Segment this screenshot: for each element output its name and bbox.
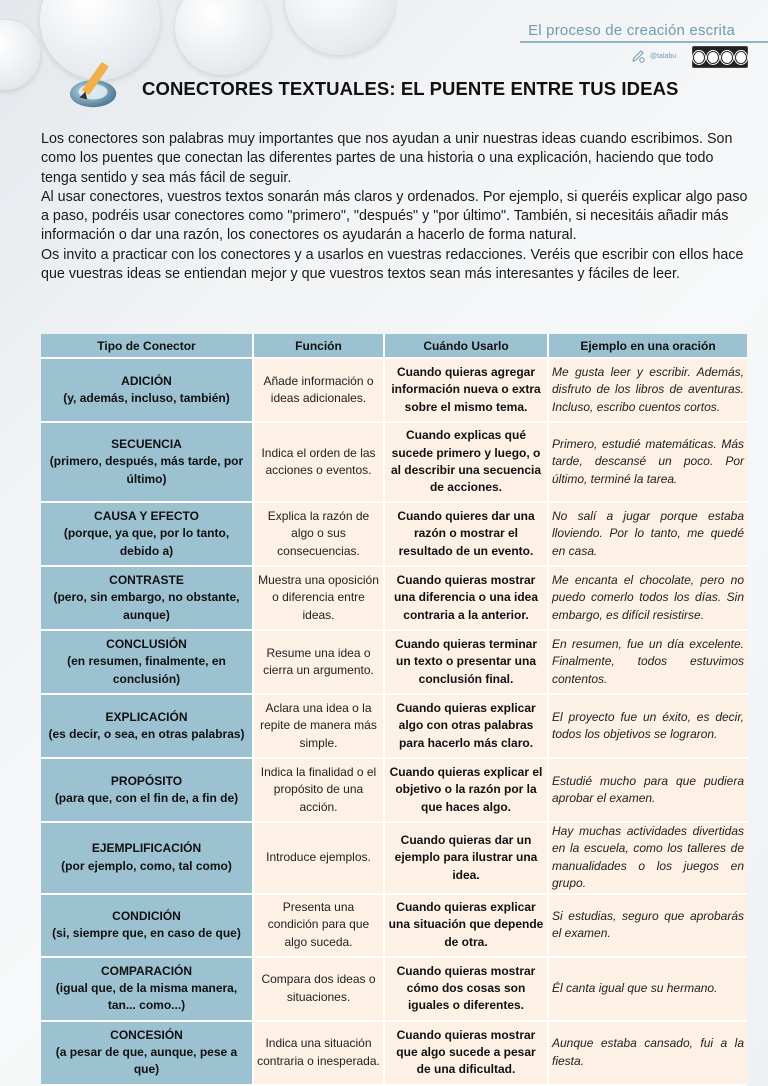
column-header-type: Tipo de Conector: [41, 334, 254, 359]
by-icon: [707, 51, 719, 64]
table-row: [41, 631, 747, 695]
connector-type: EJEMPLIFICACIÓN: [91, 841, 202, 856]
author-credit: [630, 48, 676, 64]
connector-words: (y, además, incluso, también): [63, 391, 230, 405]
example-cell: Me gusta leer y escribir. Además, disfruto de los libros de aventuras. Incluso, escribo cuentos cortos.: [549, 359, 747, 423]
connector-type-cell: [41, 958, 254, 1022]
table-row: [41, 759, 747, 823]
when-cell: Cuando quieras dar un ejemplo para ilustrar una idea.: [385, 823, 549, 895]
table-row: [41, 567, 747, 631]
example-cell: El proyecto fue un éxito, es decir, todos los objetivos se lograron.: [549, 695, 747, 759]
connector-type: CONDICIÓN: [112, 908, 181, 923]
table-row: [41, 895, 747, 958]
function-cell: Indica una situación contraria o inesperada.: [254, 1022, 385, 1086]
connector-type: CAUSA Y EFECTO: [94, 508, 199, 523]
connector-words: (es decir, o sea, en otras palabras): [48, 727, 245, 741]
connector-words: (igual que, de la misma manera, tan... como...): [55, 980, 238, 1013]
function-cell: Explica la razón de algo o sus consecuencias.: [254, 503, 385, 567]
when-cell: Cuando quieras mostrar que algo sucede a pesar de una dificultad.: [385, 1022, 549, 1086]
when-cell: Cuando quieras explicar el objetivo o la razón por la que haces algo.: [385, 759, 549, 823]
header-divider: [520, 41, 768, 43]
connector-words: (primero, después, más tarde, por último): [49, 454, 244, 486]
connector-words: (por ejemplo, como, tal como): [61, 858, 232, 873]
connector-type-cell: [41, 503, 254, 567]
page-title: CONECTORES TEXTUALES: EL PUENTE ENTRE TUS IDEAS: [142, 78, 679, 99]
table-row: [41, 958, 747, 1022]
connector-words: (si, siempre que, en caso de que): [52, 926, 241, 941]
pencil-icon: [630, 48, 646, 64]
table-row: [41, 823, 747, 895]
example-cell: No salí a jugar porque estaba lloviendo. Por lo tanto, me quedé en casa.: [549, 503, 747, 567]
when-cell: Cuando quieras mostrar cómo dos cosas son iguales o diferentes.: [385, 958, 549, 1022]
table-row: [41, 423, 747, 503]
intro-paragraph: Los conectores son palabras muy importantes que nos ayudan a unir nuestras ideas cuando escribimos. Son como los puentes que conectan las diferentes partes de una historia o una explicación, haciendo que todo tenga sentido y sea más fácil de seguir.: [41, 131, 733, 186]
connector-type-cell: [41, 759, 254, 823]
column-header-when: Cuándo Usarlo: [385, 334, 549, 359]
table-row: [41, 695, 747, 759]
column-header-example: Ejemplo en una oración: [549, 334, 747, 359]
when-cell: Cuando quieras terminar un texto o presentar una conclusión final.: [385, 631, 549, 695]
connector-type: EXPLICACIÓN: [105, 709, 188, 724]
function-cell: Indica el orden de las acciones o eventos.: [254, 423, 385, 503]
function-cell: Compara dos ideas o situaciones.: [254, 958, 385, 1022]
connector-type: CONTRASTE: [109, 572, 184, 587]
connector-type: COMPARACIÓN: [100, 963, 193, 978]
table-row: [41, 503, 747, 567]
connector-type: ADICIÓN: [121, 373, 172, 388]
when-cell: Cuando quieras explicar algo con otras palabras para hacerlo más claro.: [385, 695, 549, 759]
function-cell: Muestra una oposición o diferencia entre ideas.: [254, 567, 385, 631]
connector-type-cell: [41, 823, 254, 895]
paint-well-decoration: [285, 0, 395, 55]
connector-type-cell: [41, 695, 254, 759]
when-cell: Cuando quieras agregar información nueva o extra sobre el mismo tema.: [385, 359, 549, 423]
example-cell: Hay muchas actividades divertidas en la escuela, como los talleres de manualidades o los juegos en grupo.: [549, 823, 747, 895]
intro-text: [41, 130, 751, 284]
column-header-function: Función: [254, 334, 385, 359]
connector-words: (pero, sin embargo, no obstante, aunque): [53, 590, 240, 622]
connector-words: (porque, ya que, por lo tanto, debido a): [63, 526, 230, 558]
author-handle: @talabu: [650, 52, 677, 60]
connector-type-cell: [41, 1022, 254, 1086]
connector-type-cell: [41, 359, 254, 423]
writing-pencil-logo: [66, 55, 124, 113]
function-cell: Añade información o ideas adicionales.: [254, 359, 385, 423]
example-cell: Me encanta el chocolate, pero no puedo comerlo todos los días. Sin embargo, es difícil resistirse.: [549, 567, 747, 631]
table-header-row: [41, 334, 747, 359]
connector-type-cell: [41, 423, 254, 503]
function-cell: Aclara una idea o la repite de manera más simple.: [254, 695, 385, 759]
connector-type: CONCLUSIÓN: [106, 636, 187, 651]
nc-icon: [721, 51, 733, 64]
intro-paragraph: Os invito a practicar con los conectores y a usarlos en vuestras redacciones. Veréis que escribir con ellos hace que vuestras ideas se entiendan mejor y que vuestros textos sean más interesantes y fáciles de leer.: [41, 246, 744, 283]
connector-type: CONCESIÓN: [110, 1027, 183, 1042]
function-cell: Resume una idea o cierra un argumento.: [254, 631, 385, 695]
paint-well-decoration: [175, 0, 270, 75]
example-cell: Estudié mucho para que pudiera aprobar el examen.: [549, 759, 747, 823]
when-cell: Cuando explicas qué sucede primero y luego, o al describir una secuencia de acciones.: [385, 423, 549, 503]
connector-type-cell: [41, 631, 254, 695]
example-cell: Aunque estaba cansado, fui a la fiesta.: [549, 1022, 747, 1086]
when-cell: Cuando quieras explicar una situación que depende de otra.: [385, 895, 549, 958]
connector-words: (para que, con el fin de, a fin de): [54, 791, 239, 805]
connectors-table: [41, 334, 747, 1086]
creative-commons-license-badge: [692, 46, 748, 68]
connector-words: (a pesar de que, aunque, pese a que): [55, 1044, 238, 1077]
when-cell: Cuando quieras mostrar una diferencia o una idea contraria a la anterior.: [385, 567, 549, 631]
series-title: El proceso de creación escrita: [528, 22, 735, 39]
table-row: [41, 1022, 747, 1086]
connector-type: PROPÓSITO: [110, 773, 183, 788]
example-cell: En resumen, fue un día excelente. Finalmente, todos estuvimos contentos.: [549, 631, 747, 695]
connector-type-cell: [41, 895, 254, 958]
when-cell: Cuando quieres dar una razón o mostrar el resultado de un evento.: [385, 503, 549, 567]
cc-icon: [693, 51, 705, 64]
connector-type: SECUENCIA: [111, 436, 182, 451]
connector-type-cell: [41, 567, 254, 631]
sa-icon: [735, 51, 747, 64]
paint-well-decoration: [0, 20, 40, 90]
example-cell: Si estudias, seguro que aprobarás el examen.: [549, 895, 747, 958]
example-cell: Él canta igual que su hermano.: [549, 958, 747, 1022]
intro-paragraph: Al usar conectores, vuestros textos sonarán más claros y ordenados. Por ejemplo, si queréis explicar algo paso a paso, podréis usar conectores como "primero", "después" y "por último". También, si necesitáis añadir más información o dar una razón, los conectores os ayudarán a hacerlo de forma natural.: [41, 188, 748, 244]
table-row: [41, 359, 747, 423]
function-cell: Introduce ejemplos.: [254, 823, 385, 895]
function-cell: Indica la finalidad o el propósito de una acción.: [254, 759, 385, 823]
function-cell: Presenta una condición para que algo suceda.: [254, 895, 385, 958]
connector-words: (en resumen, finalmente, en conclusión): [67, 654, 226, 686]
example-cell: Primero, estudié matemáticas. Más tarde, descansé un poco. Por último, terminé la tarea.: [549, 423, 747, 503]
